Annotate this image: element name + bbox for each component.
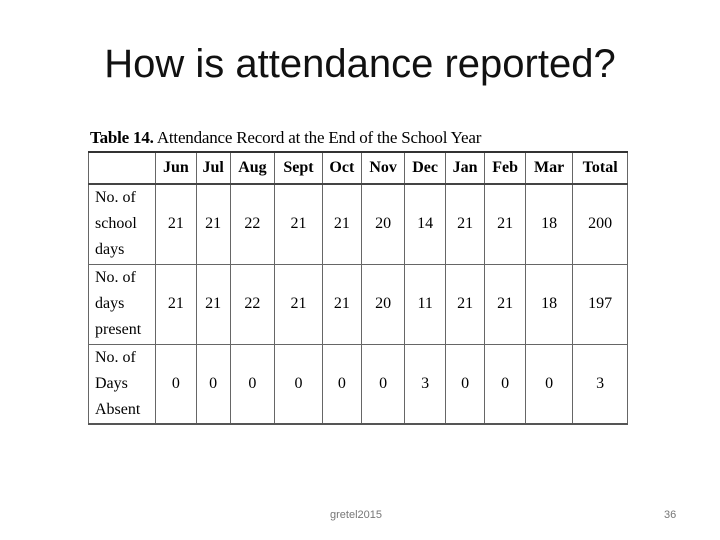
row-label bbox=[89, 344, 156, 424]
table-cell: 22 bbox=[230, 264, 275, 344]
column-header: Dec bbox=[405, 152, 446, 184]
table-cell: 21 bbox=[485, 264, 526, 344]
row-label bbox=[89, 184, 156, 264]
table-cell: 0 bbox=[361, 344, 404, 424]
table-row-days-present bbox=[89, 264, 628, 344]
table-cell-total: 197 bbox=[573, 264, 628, 344]
slide-title: How is attendance reported? bbox=[104, 42, 616, 86]
table-caption-number: Table 14. bbox=[90, 128, 154, 147]
table-cell: 0 bbox=[485, 344, 526, 424]
page-number: 36 bbox=[664, 509, 677, 521]
table-caption-text: Attendance Record at the End of the School Year bbox=[156, 128, 482, 147]
column-header: Sept bbox=[275, 152, 322, 184]
table-row-school-days bbox=[89, 184, 628, 264]
row-label-line: No. of bbox=[95, 269, 136, 286]
attendance-table-figure bbox=[88, 128, 628, 425]
row-label-line: school bbox=[95, 215, 137, 233]
table-cell: 21 bbox=[485, 184, 526, 264]
table-cell: 0 bbox=[445, 344, 484, 424]
table-cell: 11 bbox=[405, 264, 446, 344]
table-cell-total: 3 bbox=[573, 344, 628, 424]
table-cell: 21 bbox=[196, 184, 230, 264]
table-cell: 21 bbox=[196, 264, 230, 344]
row-label-line: No. of bbox=[95, 189, 136, 207]
table-cell: 0 bbox=[196, 344, 230, 424]
row-label-line: days bbox=[95, 241, 125, 259]
table-cell: 21 bbox=[445, 184, 484, 264]
footer-author: gretel2015 bbox=[330, 509, 382, 521]
table-cell: 21 bbox=[275, 184, 322, 264]
row-label-line: days bbox=[95, 295, 125, 312]
row-label bbox=[89, 264, 156, 344]
table-cell: 0 bbox=[230, 344, 275, 424]
column-header: Jan bbox=[445, 152, 484, 184]
table-cell: 14 bbox=[405, 184, 446, 264]
table-cell: 20 bbox=[361, 184, 404, 264]
row-label-line: Days bbox=[95, 374, 128, 392]
column-header: Jun bbox=[156, 152, 197, 184]
column-header: Jul bbox=[196, 152, 230, 184]
row-label-line: present bbox=[95, 321, 142, 338]
table-cell: 20 bbox=[361, 264, 404, 344]
column-header: Aug bbox=[230, 152, 275, 184]
table-cell: 18 bbox=[525, 264, 572, 344]
table-cell: 21 bbox=[322, 184, 361, 264]
table-cell-total: 200 bbox=[573, 184, 628, 264]
table-cell: 0 bbox=[322, 344, 361, 424]
column-header: Nov bbox=[361, 152, 404, 184]
column-header: Mar bbox=[525, 152, 572, 184]
table-cell: 21 bbox=[156, 264, 197, 344]
table-row-days-absent bbox=[89, 344, 628, 424]
table-cell: 21 bbox=[275, 264, 322, 344]
table-cell: 0 bbox=[156, 344, 197, 424]
table-caption bbox=[90, 128, 628, 148]
table-cell: 22 bbox=[230, 184, 275, 264]
attendance-table bbox=[88, 151, 628, 425]
table-cell: 0 bbox=[525, 344, 572, 424]
table-header-row bbox=[89, 152, 628, 184]
table-cell: 21 bbox=[445, 264, 484, 344]
column-header: Total bbox=[573, 152, 628, 184]
table-cell: 3 bbox=[405, 344, 446, 424]
column-header: Oct bbox=[322, 152, 361, 184]
table-cell: 21 bbox=[322, 264, 361, 344]
row-label-line: No. of bbox=[95, 348, 136, 366]
table-corner-cell bbox=[89, 152, 156, 184]
table-cell: 21 bbox=[156, 184, 197, 264]
table-cell: 0 bbox=[275, 344, 322, 424]
table-cell: 18 bbox=[525, 184, 572, 264]
row-label-line: Absent bbox=[95, 400, 141, 418]
column-header: Feb bbox=[485, 152, 526, 184]
